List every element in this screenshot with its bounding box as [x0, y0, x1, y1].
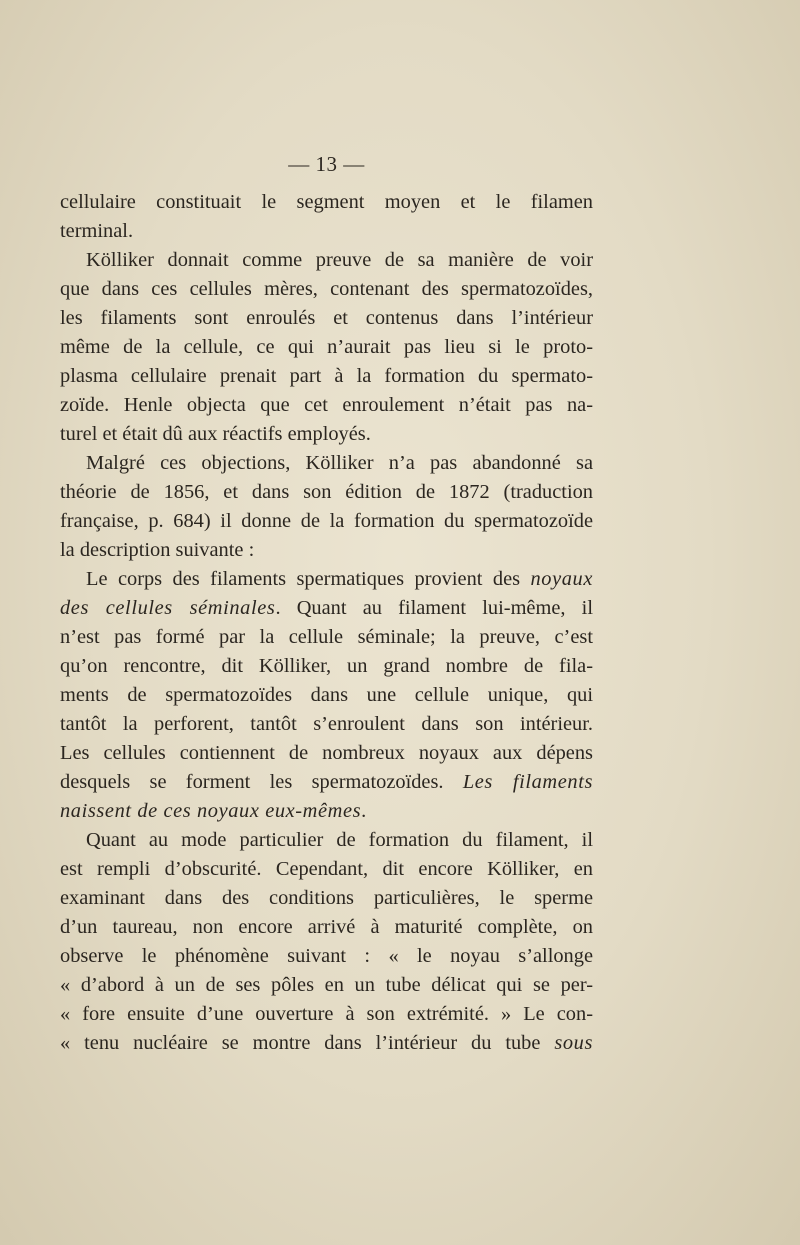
- page-number: — 13 —: [288, 152, 365, 176]
- text-line: n’est pas formé par la cellule séminale; la preuve, c’est: [60, 626, 593, 648]
- document-page: [60, 0, 593, 1245]
- paragraph: [60, 449, 593, 565]
- paragraph: [60, 188, 593, 246]
- body-text: [60, 188, 593, 1058]
- text-segment: Le corps des filaments spermatiques provient des: [86, 568, 531, 590]
- text-line: observe le phénomène suivant : « le noyau s’allonge: [60, 945, 593, 967]
- text-line: [60, 768, 593, 797]
- text-line: [60, 1029, 593, 1058]
- text-line: tantôt la perforent, tantôt s’enroulent dans son intérieur.: [60, 713, 593, 735]
- text-line: [60, 565, 593, 594]
- text-line: examinant dans des conditions particulières, le sperme: [60, 887, 593, 909]
- text-line: française, p. 684) il donne de la formation du spermatozoïde: [60, 510, 593, 532]
- text-line: théorie de 1856, et dans son édition de 1872 (traduction: [60, 481, 593, 503]
- text-line: les filaments sont enroulés et contenus dans l’intérieur: [60, 307, 593, 329]
- italic-segment: des cellules séminales: [60, 597, 276, 619]
- text-line: Malgré ces objections, Kölliker n’a pas abandonné sa: [86, 452, 593, 474]
- text-line: [60, 594, 593, 623]
- italic-segment: Les filaments: [462, 771, 593, 793]
- paragraph: [60, 246, 593, 449]
- text-line: zoïde. Henle objecta que cet enroulement n’était pas na-: [60, 394, 593, 416]
- text-line: cellulaire constituait le segment moyen et le filamen: [60, 191, 593, 213]
- text-line: turel et était dû aux réactifs employés.: [60, 423, 371, 445]
- italic-segment: naissent de ces noyaux eux-mêmes: [60, 800, 362, 822]
- text-line: est rempli d’obscurité. Cependant, dit encore Kölliker, en: [60, 858, 593, 880]
- text-line: qu’on rencontre, dit Kölliker, un grand nombre de fila-: [60, 655, 593, 677]
- text-segment: .: [361, 800, 367, 822]
- text-line: Kölliker donnait comme preuve de sa manière de voir: [86, 249, 593, 271]
- text-line: plasma cellulaire prenait part à la formation du spermato-: [60, 365, 593, 387]
- text-segment: « tenu nucléaire se montre dans l’intérieur du tube: [60, 1032, 555, 1054]
- italic-segment: sous: [554, 1032, 593, 1054]
- italic-segment: noyaux: [530, 568, 593, 590]
- text-segment: . Quant au filament lui-même, il: [275, 597, 593, 619]
- text-line: la description suivante :: [60, 539, 255, 561]
- text-line: Les cellules contiennent de nombreux noyaux aux dépens: [60, 742, 593, 764]
- text-line: terminal.: [60, 220, 134, 242]
- text-line: « d’abord à un de ses pôles en un tube délicat qui se per-: [60, 974, 593, 996]
- text-line: « fore ensuite d’une ouverture à son extrémité. » Le con-: [60, 1003, 593, 1025]
- paragraph: [60, 826, 593, 1058]
- paragraph: [60, 565, 593, 826]
- text-line: que dans ces cellules mères, contenant des spermatozoïdes,: [60, 278, 593, 300]
- text-segment: desquels se forment les spermatozoïdes.: [60, 771, 463, 793]
- text-line: même de la cellule, ce qui n’aurait pas lieu si le proto-: [60, 336, 593, 358]
- text-line: ments de spermatozoïdes dans une cellule unique, qui: [60, 684, 593, 706]
- text-line: [60, 797, 593, 826]
- text-line: d’un taureau, non encore arrivé à maturité complète, on: [60, 916, 593, 938]
- text-line: Quant au mode particulier de formation du filament, il: [86, 829, 593, 851]
